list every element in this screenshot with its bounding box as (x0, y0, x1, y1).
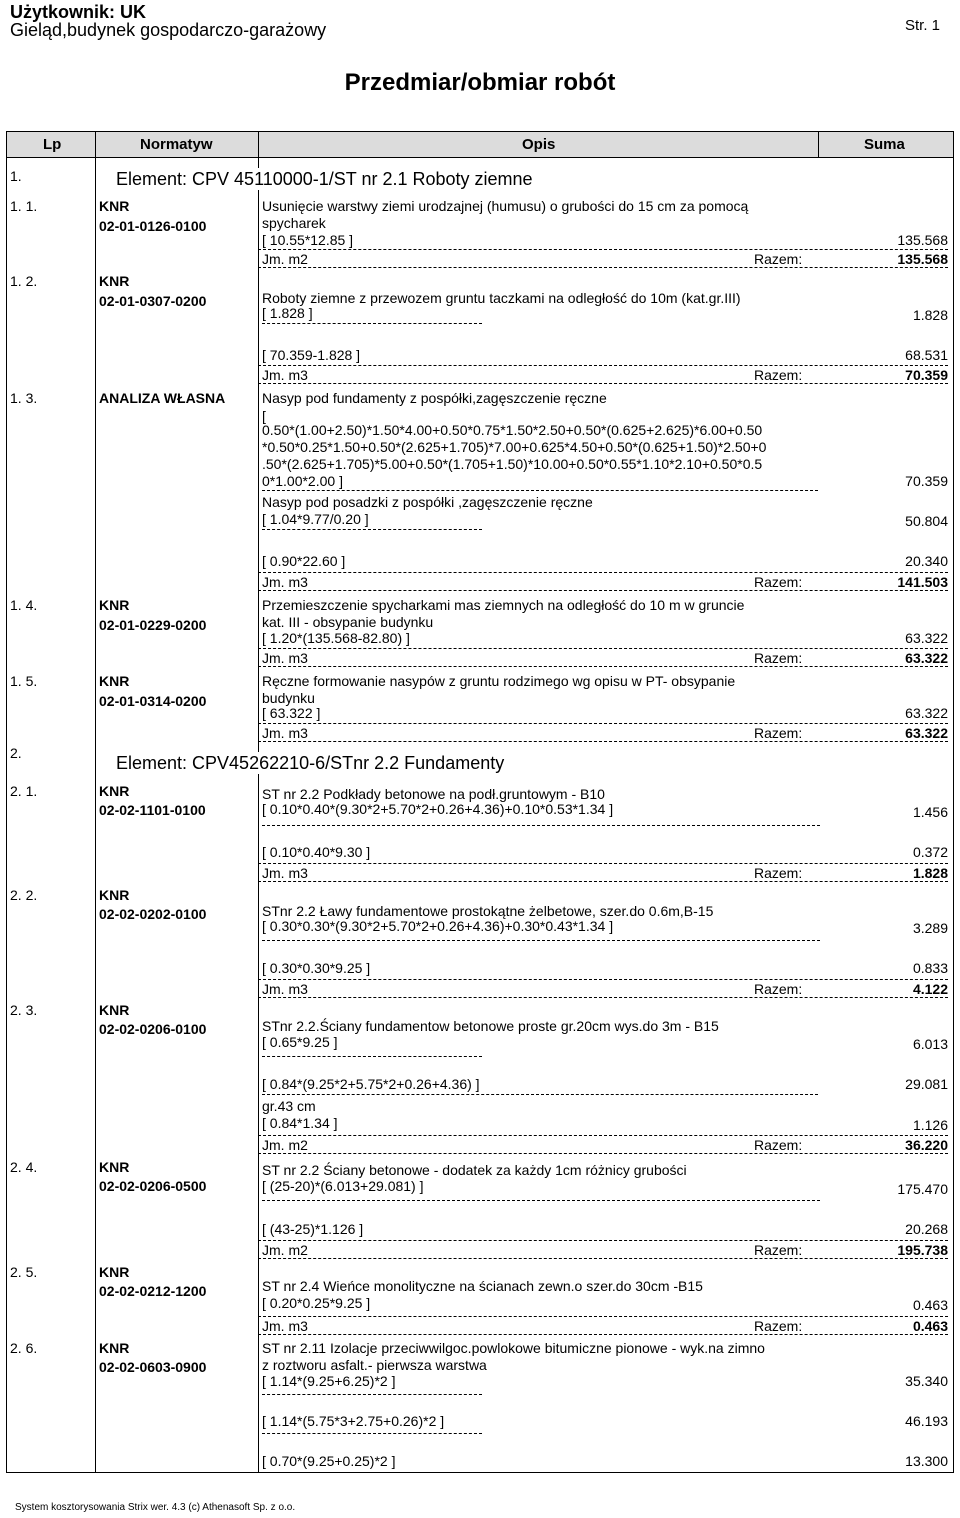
unit-label: Jm. m3 (262, 367, 308, 383)
formula-separator (262, 1433, 482, 1434)
razem-label: Razem: (754, 1318, 803, 1334)
unit-label: Jm. m3 (262, 725, 308, 741)
item-line-value: 63.322 (905, 630, 948, 646)
item-kind: KNR (99, 673, 130, 689)
item-line-value: 29.081 (905, 1076, 948, 1092)
item-lp: 1. 4. (10, 597, 38, 613)
item-formula: [ 0.30*0.30*9.25 ] (262, 960, 371, 976)
unit-label: Jm. m3 (262, 574, 308, 590)
item-code: 02-02-0202-0100 (99, 906, 207, 922)
item-line-value: 135.568 (897, 232, 948, 248)
item-line-value: 63.322 (905, 705, 948, 721)
razem-value: 4.122 (912, 981, 948, 997)
item-code: 02-01-0126-0100 (99, 218, 207, 234)
item-code: 02-02-0212-1200 (99, 1283, 207, 1299)
item-line-value: 50.804 (905, 513, 948, 529)
item-formula: [ 1.20*(135.568-82.80) ] (262, 630, 410, 646)
razem-row (258, 365, 948, 384)
item-description: z roztworu asfalt.- pierwsza warstwa (262, 1357, 487, 1373)
col-header-normatyw: Normatyw (140, 136, 213, 153)
formula-separator (262, 1394, 482, 1395)
item-lp: 2. 3. (10, 1002, 38, 1018)
unit-label: Jm. m2 (262, 1137, 308, 1153)
user-label: Użytkownik: UK (10, 2, 147, 22)
item-line-value: 0.372 (912, 844, 948, 860)
item-description: STnr 2.2 Ławy fundamentowe prostokątne żelbetowe, szer.do 0.6m,B-15 (262, 903, 714, 919)
razem-label: Razem: (754, 251, 803, 267)
element-heading: Element: CPV 45110000-1/ST nr 2.1 Roboty ziemne (116, 168, 537, 190)
item-formula: [ 10.55*12.85 ] (262, 232, 354, 248)
razem-row (258, 572, 948, 591)
item-line-value: 20.268 (905, 1221, 948, 1237)
item-description: Nasyp pod posadzki z pospółki ,zagęszczenie ręczne (262, 494, 593, 510)
col-header-opis: Opis (522, 136, 556, 153)
item-lp: 1. 2. (10, 273, 38, 289)
item-formula: [ 0.20*0.25*9.25 ] (262, 1295, 371, 1311)
unit-label: Jm. m2 (262, 1242, 308, 1258)
item-kind: ANALIZA WŁASNA (99, 390, 226, 406)
item-line-value: 6.013 (912, 1036, 948, 1052)
item-code: 02-02-0206-0100 (99, 1021, 207, 1037)
unit-label: Jm. m3 (262, 650, 308, 666)
item-formula: [ 1.14*(5.75*3+2.75+0.26)*2 ] (262, 1413, 445, 1429)
item-description: Przemieszczenie spycharkami mas ziemnych na odległość do 10 m w gruncie (262, 597, 745, 613)
object-name: Gieląd,budynek gospodarczo-garażowy (10, 20, 327, 40)
razem-value: 1.828 (912, 865, 948, 881)
item-formula: [ 0.84*1.34 ] (262, 1115, 338, 1131)
razem-label: Razem: (754, 1242, 803, 1258)
item-formula: [ (262, 408, 266, 424)
item-description: budynku (262, 690, 315, 706)
item-formula: *0.50*0.25*1.50+0.50*(2.625+1.705)*7.00+0.625*4.50+0.50*(0.625+1.50)*2.50+0 (262, 439, 767, 455)
razem-label: Razem: (754, 725, 803, 741)
item-formula: [ 0.30*0.30*(9.30*2+5.70*2+0.26+4.36)+0.30*0.43*1.34 ] (262, 918, 614, 934)
column-divider-opis (818, 131, 819, 158)
item-line-value: 1.828 (912, 307, 948, 323)
item-line-value: 68.531 (905, 347, 948, 363)
col-header-lp: Lp (43, 136, 62, 153)
razem-label: Razem: (754, 1137, 803, 1153)
item-line-value: 70.359 (905, 473, 948, 489)
item-kind: KNR (99, 597, 130, 613)
item-code: 02-02-0603-0900 (99, 1359, 207, 1375)
item-lp: 2. 5. (10, 1264, 38, 1280)
razem-value: 135.568 (897, 251, 948, 267)
item-line-value: 175.470 (897, 1181, 948, 1197)
element-lp: 2. (10, 745, 22, 761)
item-formula: [ (25-20)*(6.013+29.081) ] (262, 1178, 424, 1194)
razem-label: Razem: (754, 574, 803, 590)
item-line-value: 46.193 (905, 1413, 948, 1429)
item-description: ST nr 2.2 Ściany betonowe - dodatek za każdy 1cm różnicy grubości (262, 1162, 687, 1178)
item-code: 02-01-0229-0200 (99, 617, 207, 633)
formula-separator (262, 323, 482, 324)
column-divider-lp (95, 131, 96, 1473)
unit-label: Jm. m3 (262, 865, 308, 881)
unit-label: Jm. m3 (262, 981, 308, 997)
formula-separator (262, 1200, 820, 1201)
item-kind: KNR (99, 1340, 130, 1356)
item-formula: .50*(2.625+1.705)*5.00+0.50*(1.705+1.50)*10.00+0.50*0.55*1.10*2.10+0.50*0.5 (262, 456, 763, 472)
item-kind: KNR (99, 273, 130, 289)
formula-separator (262, 1094, 818, 1095)
razem-row (258, 648, 948, 667)
item-lp: 1. 1. (10, 198, 38, 214)
item-code: 02-01-0307-0200 (99, 293, 207, 309)
item-line-value: 0.463 (912, 1297, 948, 1313)
col-header-suma: Suma (864, 136, 905, 153)
razem-label: Razem: (754, 865, 803, 881)
razem-value: 63.322 (905, 650, 948, 666)
item-formula: [ 0.90*22.60 ] (262, 553, 346, 569)
page-number: Str. 1 (905, 17, 941, 34)
razem-row (258, 863, 948, 882)
item-lp: 2. 2. (10, 887, 38, 903)
item-line-value: 1.456 (912, 804, 948, 820)
razem-row (258, 979, 948, 998)
item-lp: 2. 1. (10, 783, 38, 799)
razem-label: Razem: (754, 650, 803, 666)
item-kind: KNR (99, 1159, 130, 1175)
item-kind: KNR (99, 198, 130, 214)
item-description: Roboty ziemne z przewozem gruntu taczkami na odległość do 10m (kat.gr.III) (262, 290, 741, 306)
razem-value: 195.738 (897, 1242, 948, 1258)
item-kind: KNR (99, 887, 130, 903)
item-description: Ręczne formowanie nasypów z gruntu rodzimego wg opisu w PT- obsypanie (262, 673, 736, 689)
page-title: Przedmiar/obmiar robót (344, 69, 616, 96)
footer-credits: System kosztorysowania Strix wer. 4.3 (c) Athenasoft Sp. z o.o. (15, 1502, 296, 1513)
item-description: ST nr 2.4 Wieńce monolityczne na ścianach zewn.o szer.do 30cm -B15 (262, 1278, 703, 1294)
formula-separator (262, 940, 820, 941)
item-formula: [ 1.14*(9.25+6.25)*2 ] (262, 1373, 396, 1389)
item-line-value: 0.833 (912, 960, 948, 976)
formula-separator (262, 1056, 482, 1057)
item-formula: [ 70.359-1.828 ] (262, 347, 361, 363)
item-description: ST nr 2.11 Izolacje przeciwwilgoc.powlokowe bitumiczne pionowe - wyk.na zimno (262, 1340, 765, 1356)
item-description: kat. III - obsypanie budynku (262, 614, 434, 630)
item-formula: [ 63.322 ] (262, 705, 321, 721)
formula-separator (262, 825, 820, 826)
item-line-value: 13.300 (905, 1453, 948, 1469)
item-lp: 2. 6. (10, 1340, 38, 1356)
item-lp: 1. 5. (10, 673, 38, 689)
item-code: 02-02-0206-0500 (99, 1178, 207, 1194)
razem-label: Razem: (754, 981, 803, 997)
razem-value: 36.220 (905, 1137, 948, 1153)
item-formula: [ (43-25)*1.126 ] (262, 1221, 364, 1237)
item-description: Usunięcie warstwy ziemi urodzajnej (humusu) o grubości do 15 cm za pomocą (262, 198, 749, 214)
item-formula: [ 0.84*(9.25*2+5.75*2+0.26+4.36) ] (262, 1076, 480, 1092)
item-formula: [ 1.828 ] (262, 305, 313, 321)
item-line-value: 3.289 (912, 920, 948, 936)
item-lp: 2. 4. (10, 1159, 38, 1175)
item-note: gr.43 cm (262, 1098, 316, 1114)
column-divider-normatyw (258, 131, 259, 1473)
item-kind: KNR (99, 1002, 130, 1018)
item-description: STnr 2.2.Ściany fundamentow betonowe proste gr.20cm wys.do 3m - B15 (262, 1018, 719, 1034)
formula-separator (262, 529, 482, 530)
item-code: 02-01-0314-0200 (99, 693, 207, 709)
item-formula: [ 0.10*0.40*9.30 ] (262, 844, 371, 860)
razem-value: 0.463 (912, 1318, 948, 1334)
formula-separator (262, 490, 818, 491)
item-formula: [ 0.70*(9.25+0.25)*2 ] (262, 1453, 396, 1469)
razem-value: 141.503 (897, 574, 948, 590)
item-formula: [ 0.65*9.25 ] (262, 1034, 338, 1050)
razem-row (258, 1135, 948, 1154)
item-description: spycharek (262, 215, 326, 231)
item-description: Nasyp pod fundamenty z pospółki,zagęszczenie ręczne (262, 390, 607, 406)
item-line-value: 20.340 (905, 553, 948, 569)
unit-label: Jm. m3 (262, 1318, 308, 1334)
razem-row (258, 723, 948, 742)
razem-label: Razem: (754, 367, 803, 383)
item-formula: [ 0.10*0.40*(9.30*2+5.70*2+0.26+4.36)+0.10*0.53*1.34 ] (262, 801, 614, 817)
razem-value: 63.322 (905, 725, 948, 741)
item-formula: 0*1.00*2.00 ] (262, 473, 343, 489)
item-lp: 1. 3. (10, 390, 38, 406)
item-description: ST nr 2.2 Podkłady betonowe na podł.gruntowym - B10 (262, 786, 605, 802)
item-formula: 0.50*(1.00+2.50)*1.50*4.00+0.50*0.75*1.50*2.50+0.50*(0.625+2.625)*6.00+0.50 (262, 422, 763, 438)
razem-row (258, 249, 948, 268)
razem-row (258, 1316, 948, 1335)
unit-label: Jm. m2 (262, 251, 308, 267)
item-line-value: 35.340 (905, 1373, 948, 1389)
item-line-value: 1.126 (912, 1117, 948, 1133)
razem-value: 70.359 (905, 367, 948, 383)
item-formula: [ 1.04*9.77/0.20 ] (262, 511, 369, 527)
element-heading: Element: CPV45262210-6/STnr 2.2 Fundamenty (116, 752, 508, 774)
element-lp: 1. (10, 168, 22, 184)
item-kind: KNR (99, 1264, 130, 1280)
razem-row (258, 1240, 948, 1259)
item-kind: KNR (99, 783, 130, 799)
item-code: 02-02-1101-0100 (99, 802, 206, 818)
